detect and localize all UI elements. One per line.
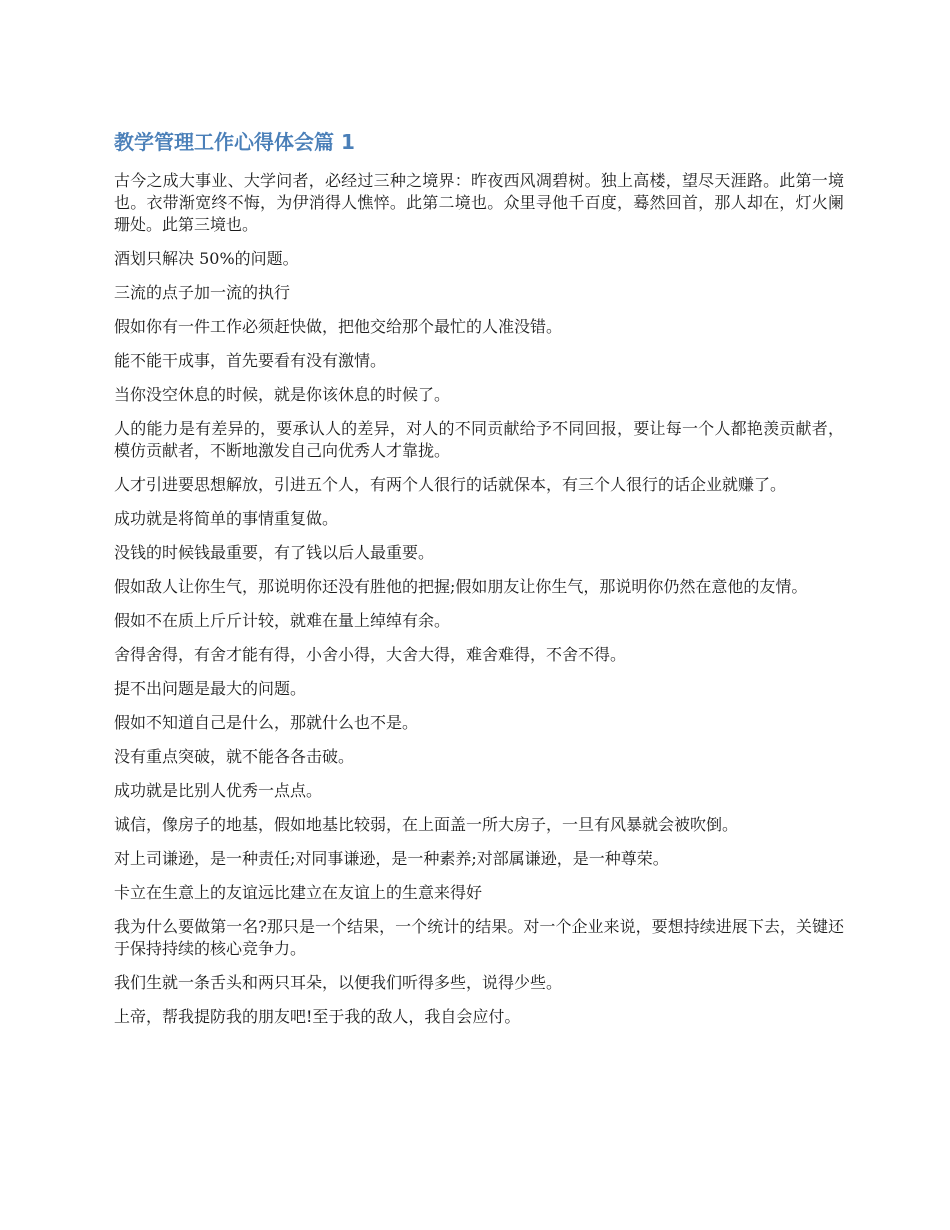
paragraph: 我为什么要做第一名?那只是一个结果，一个统计的结果。对一个企业来说，要想持续进展下去，关键还于保持持续的核心竞争力。	[114, 917, 844, 958]
paragraph: 酒划只解决 50%的问题。	[114, 249, 299, 268]
paragraph: 古今之成大事业、大学问者，必经过三种之境界：昨夜西风凋碧树。独上高楼，望尽天涯路。此第一境也。衣带渐宽终不悔，为伊消得人憔悴。此第二境也。众里寻他千百度，蓦然回首，那人却在，灯火阑珊处。此第三境也。	[114, 171, 844, 234]
paragraph: 我们生就一条舌头和两只耳朵，以便我们听得多些，说得少些。	[114, 973, 563, 992]
document-page	[114, 128, 844, 1040]
paragraph: 成功就是比别人优秀一点点。	[114, 781, 323, 800]
paragraph: 提不出问题是最大的问题。	[114, 679, 307, 698]
paragraph: 假如你有一件工作必须赶快做，把他交给那个最忙的人准没错。	[114, 317, 563, 336]
paragraph: 舍得舍得，有舍才能有得，小舍小得，大舍大得，难舍难得，不舍不得。	[114, 645, 627, 664]
paragraph: 诚信，像房子的地基，假如地基比较弱，在上面盖一所大房子，一旦有风暴就会被吹倒。	[114, 815, 739, 834]
paragraph: 假如不在质上斤斤计较，就难在量上绰绰有余。	[114, 611, 451, 630]
paragraph: 上帝，帮我提防我的朋友吧!至于我的敌人，我自会应付。	[114, 1007, 521, 1026]
paragraph: 成功就是将简单的事情重复做。	[114, 509, 339, 528]
paragraph: 没钱的时候钱最重要，有了钱以后人最重要。	[114, 543, 435, 562]
paragraph: 人才引进要思想解放，引进五个人，有两个人很行的话就保本，有三个人很行的话企业就赚了。	[114, 475, 787, 494]
paragraph: 三流的点子加一流的执行	[114, 283, 291, 302]
paragraph: 假如敌人让你生气，那说明你还没有胜他的把握;假如朋友让你生气，那说明你仍然在意他的友情。	[114, 577, 808, 596]
paragraph: 没有重点突破，就不能各各击破。	[114, 747, 355, 766]
paragraph: 能不能干成事，首先要看有没有激情。	[114, 351, 387, 370]
paragraph: 卡立在生意上的友谊远比建立在友谊上的生意来得好	[114, 883, 483, 902]
paragraph: 人的能力是有差异的，要承认人的差异，对人的不同贡献给予不同回报，要让每一个人都艳羡贡献者，模仿贡献者，不断地激发自己向优秀人才靠拢。	[114, 419, 844, 460]
paragraph: 当你没空休息的时候，就是你该休息的时候了。	[114, 385, 451, 404]
paragraph: 对上司谦逊，是一种责任;对同事谦逊，是一种素养;对部属谦逊，是一种尊荣。	[114, 849, 669, 868]
document-title: 教学管理工作心得体会篇 1	[114, 130, 355, 154]
paragraph: 假如不知道自己是什么，那就什么也不是。	[114, 713, 419, 732]
document-body	[114, 170, 844, 1028]
